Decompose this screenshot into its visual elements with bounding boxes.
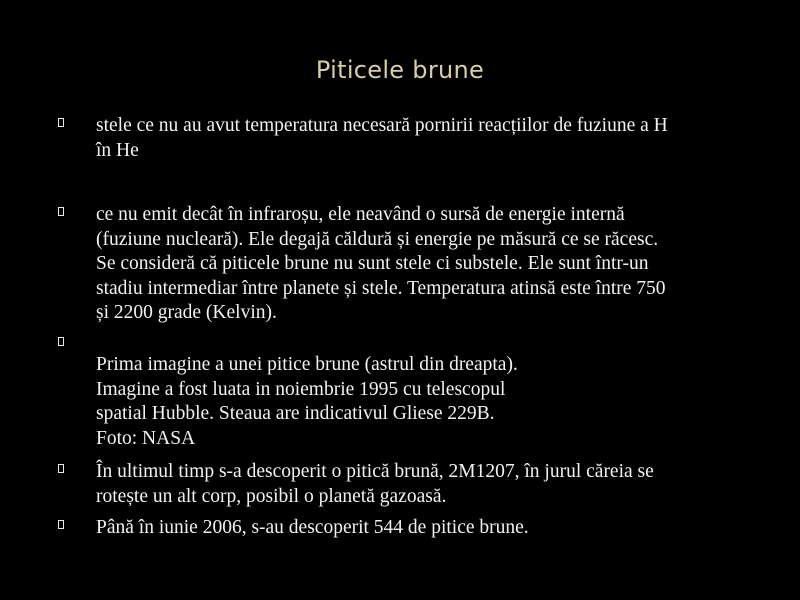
slide-title: Piticele brune [315,56,485,84]
bullet-line: Până în iunie 2006, s-au descoperit 544 de pitice brune. [96,517,529,538]
caption-line: Foto: NASA [96,427,196,449]
caption-line: Imagine a fost luata in noiembrie 1995 cu telescopul [96,378,506,400]
bullet-line: În ultimul timp s-a descoperit o pitică brună, 2M1207, în jurul căreia se [96,461,654,482]
bullet-text [96,516,761,541]
caption-line: Prima imagine a unei pitice brune (astrul din dreapta). [96,354,518,375]
bullet-text [96,460,761,509]
bullet-line: în He [96,139,139,161]
caption-line: spatial Hubble. Steaua are indicativul Gliese 229B. [96,403,495,424]
bullet-square-icon [58,520,64,529]
bullet-line: ce nu emit decât în infraroșu, ele neavând o sursă de energie internă [96,204,625,225]
bullet-line: stele ce nu au avut temperatura necesară pornirii reacțiilor de fuziune a H [96,115,668,136]
bullet-square-icon [58,464,64,473]
bullet-line: (fuziune nucleară). Ele degajă căldură și energie pe măsură ce se răcesc. [96,228,659,250]
bullet-line: rotește un alt corp, posibil o planetă gazoasă. [96,485,447,507]
bullet-square-icon [58,207,64,216]
bullet-line: și 2200 grade (Kelvin). [96,302,277,323]
bullet-text [96,203,761,326]
bullet-square-icon [58,118,64,127]
bullet-square-icon [58,337,64,346]
caption-text [96,353,761,451]
bullet-text [96,114,761,163]
bullet-line: Se consideră că piticele brune nu sunt stele ci substele. Ele sunt într-un [96,253,649,274]
bullet-line: stadiu intermediar între planete și stele. Temperatura atinsă este între 750 [96,277,666,299]
